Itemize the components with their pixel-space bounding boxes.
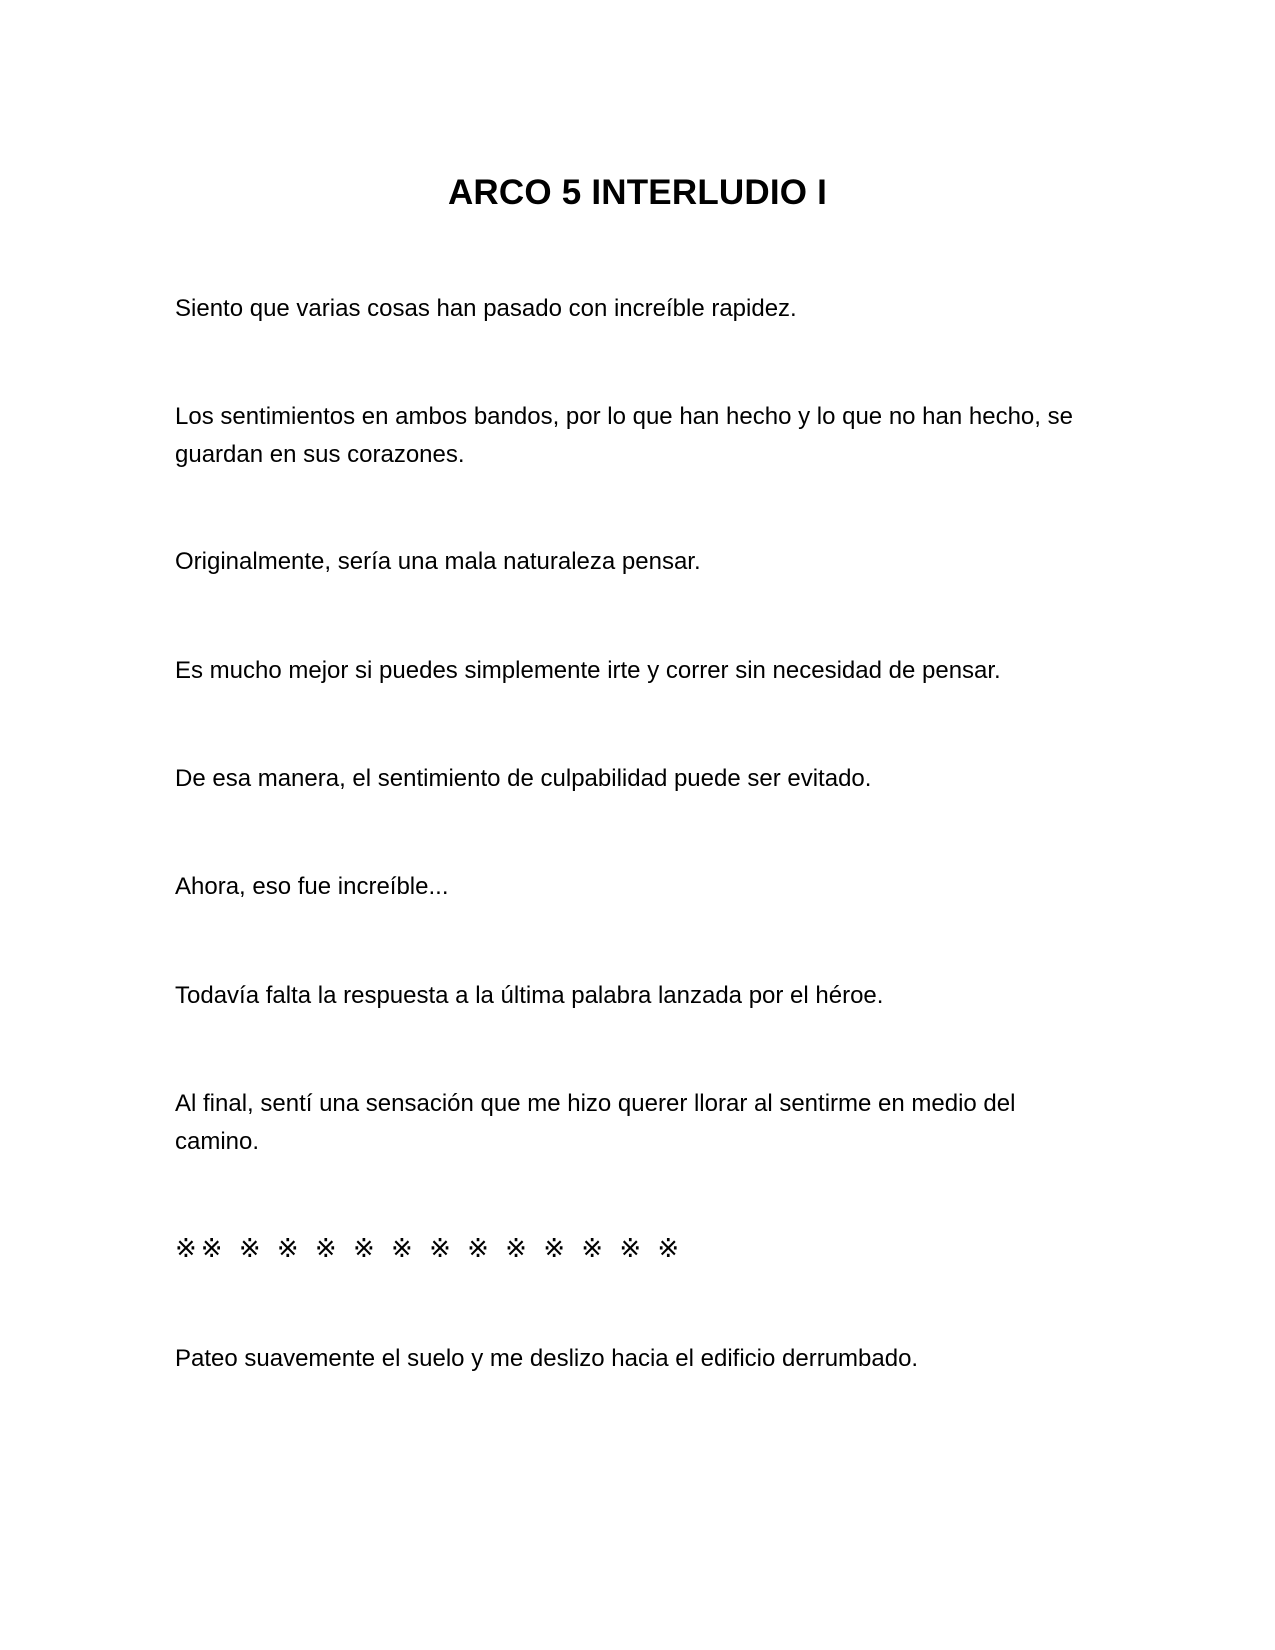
paragraph-2: Los sentimientos en ambos bandos, por lo que han hecho y lo que no han hecho, se guardan en sus corazones. — [175, 403, 1073, 468]
paragraph-1: Siento que varias cosas han pasado con increíble rapidez. — [175, 295, 797, 322]
paragraph-3: Originalmente, sería una mala naturaleza pensar. — [175, 548, 701, 575]
paragraph-7: Todavía falta la respuesta a la última palabra lanzada por el héroe. — [175, 982, 884, 1009]
paragraph-4: Es mucho mejor si puedes simplemente irte y correr sin necesidad de pensar. — [175, 657, 1001, 684]
scene-separator: ※※ ※ ※ ※ ※ ※ ※ ※ ※ ※ ※ ※ ※ — [175, 1234, 684, 1264]
paragraph-5: De esa manera, el sentimiento de culpabilidad puede ser evitado. — [175, 765, 872, 792]
paragraph-8: Al final, sentí una sensación que me hizo querer llorar al sentirme en medio del camino. — [175, 1090, 1016, 1155]
paragraph-9: Pateo suavemente el suelo y me deslizo hacia el edificio derrumbado. — [175, 1345, 919, 1372]
paragraph-6: Ahora, eso fue increíble... — [175, 873, 449, 900]
page-title: ARCO 5 INTERLUDIO I — [447, 173, 828, 213]
